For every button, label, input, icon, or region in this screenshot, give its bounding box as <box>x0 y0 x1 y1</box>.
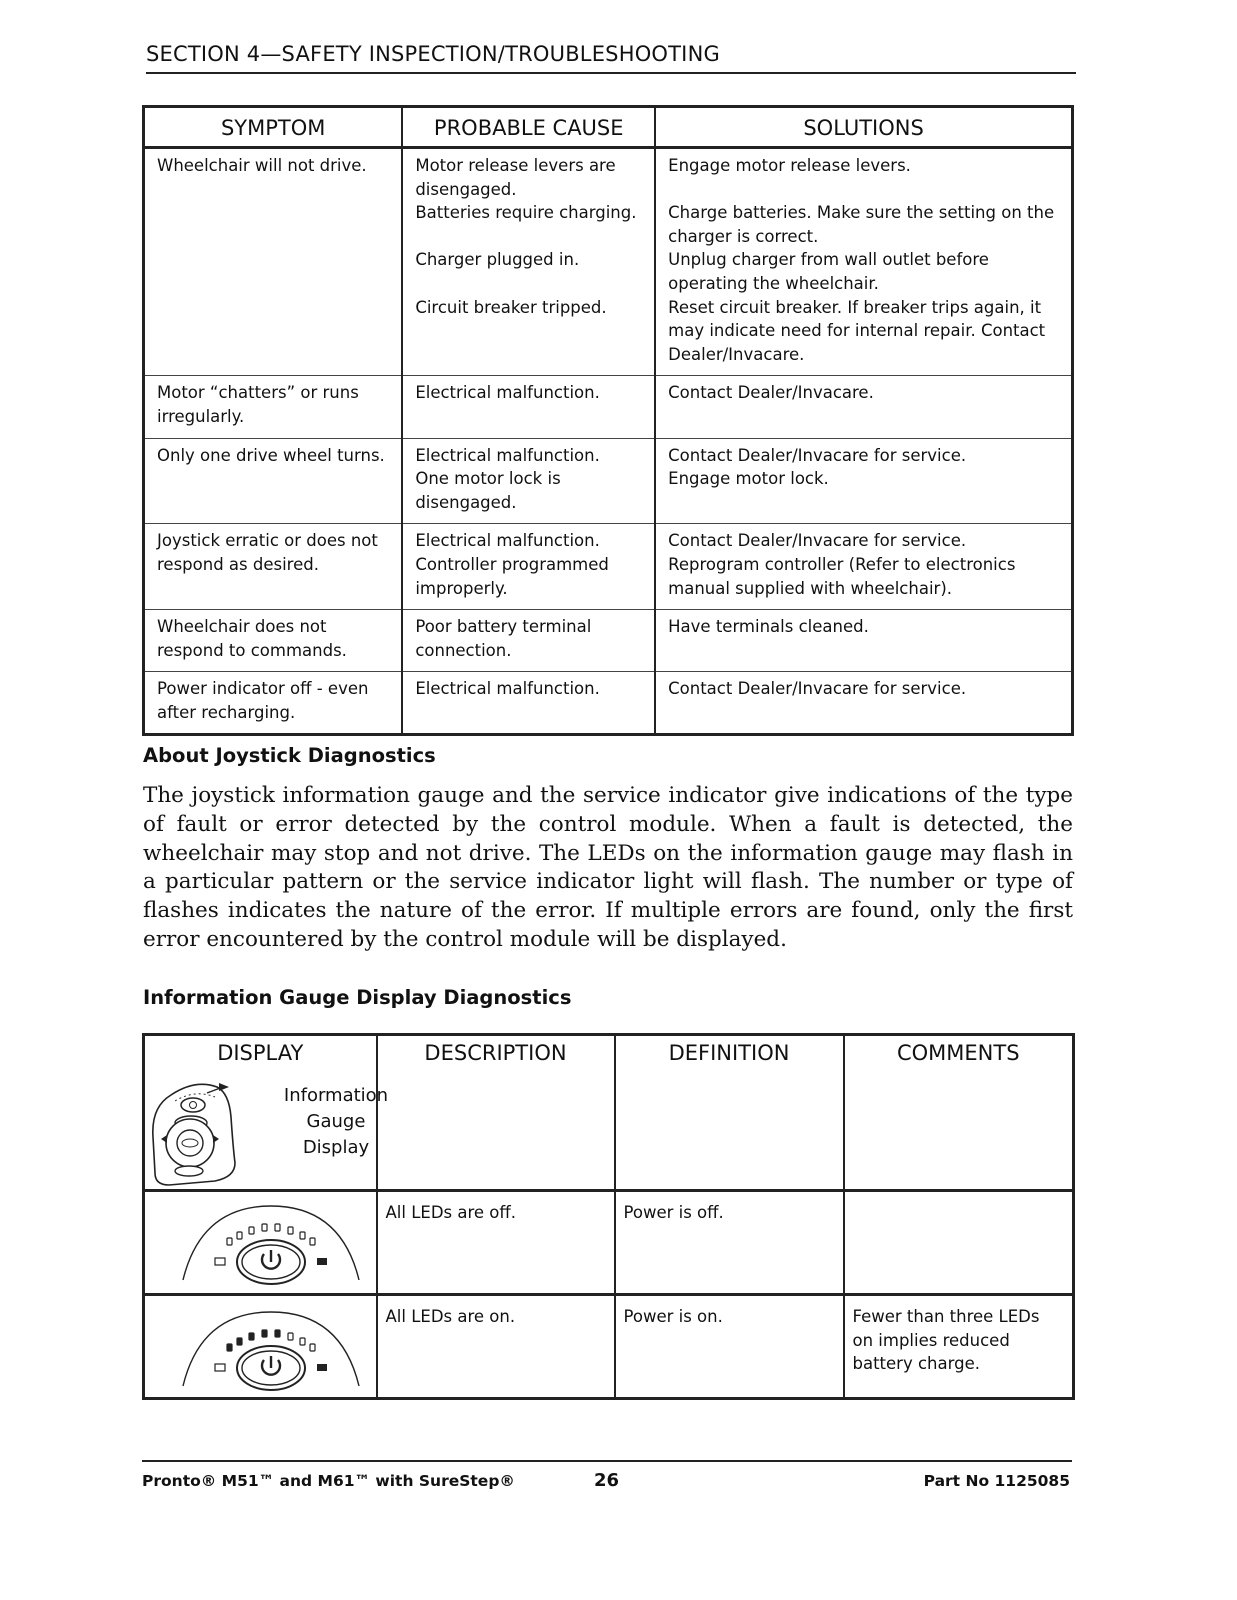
solution-line: Engage motor lock. <box>668 469 829 489</box>
footer-part-number: Part No 1125085 <box>923 1472 1070 1490</box>
symptom-cell: Joystick erratic or does not respond as desired. <box>144 524 403 610</box>
section-header: SECTION 4—SAFETY INSPECTION/TROUBLESHOOTING <box>146 42 1076 74</box>
solution-cell: Contact Dealer/Invacare. <box>655 376 1072 438</box>
gauge-diagnostics-heading: Information Gauge Display Diagnostics <box>143 986 572 1009</box>
cause-line: Electrical malfunction. <box>415 531 600 551</box>
solution-line: Reprogram controller (Refer to electronics manual supplied with wheelchair). <box>668 554 1016 598</box>
cause-line: Motor release levers are disengaged. <box>415 156 616 199</box>
cause-cell: Electrical malfunction. <box>402 672 655 735</box>
joystick-diagnostics-paragraph: The joystick information gauge and the service indicator give indications of the type of fault or error detected by the control module. When a fault is detected, the wheelchair may stop and not drive. The LEDs on the information gauge may flash in a particular pattern or the service indicator light will flash. The number or type of flashes indicates the nature of the error. If multiple errors are found, only the first error encountered by the control module will be displayed. <box>143 783 1073 952</box>
solution-cell: Contact Dealer/Invacare for service. <box>655 672 1072 735</box>
cause-line: Batteries require charging. <box>415 203 637 223</box>
header-symptom: SYMPTOM <box>144 107 403 148</box>
solution-cell <box>655 524 1072 610</box>
table-row <box>144 1295 1074 1399</box>
definition-cell: Power is off. <box>615 1191 844 1295</box>
comments-cell: Fewer than three LEDs on implies reduced battery charge. <box>844 1295 1074 1399</box>
cause-line: Charger plugged in. <box>415 250 580 270</box>
cause-line: Controller programmed improperly. <box>415 554 609 598</box>
gauge-leds-on-icon <box>171 1298 371 1394</box>
cause-line: One motor lock is disengaged. <box>415 469 561 512</box>
definition-cell: Power is on. <box>615 1295 844 1399</box>
description-cell: All LEDs are off. <box>377 1191 615 1295</box>
table-row <box>144 524 1073 610</box>
page-number: 26 <box>594 1470 620 1491</box>
diagnostics-header-row <box>144 1035 1074 1191</box>
symptom-cell: Motor “chatters” or runs irregularly. <box>144 376 403 438</box>
cause-line: Electrical malfunction. <box>415 445 600 465</box>
symptom-cell: Power indicator off - even after recharging. <box>144 672 403 735</box>
solution-line: Engage motor release levers. <box>668 156 911 175</box>
display-label-line: Information <box>283 1085 389 1106</box>
table-row <box>144 1191 1074 1295</box>
page-footer <box>142 1460 1072 1491</box>
display-header-cell <box>144 1035 389 1191</box>
symptom-cell: Only one drive wheel turns. <box>144 438 403 524</box>
solution-cell <box>655 438 1072 524</box>
solution-line: Contact Dealer/Invacare for service. <box>668 445 967 465</box>
header-description: DESCRIPTION <box>377 1035 615 1191</box>
header-comments: COMMENTS <box>844 1035 1074 1191</box>
cause-line: Circuit breaker tripped. <box>415 297 607 317</box>
cause-cell <box>402 438 655 524</box>
table-row <box>144 148 1073 376</box>
table-row <box>144 376 1073 438</box>
table-row <box>144 438 1073 524</box>
gauge-leds-off-icon <box>171 1192 371 1288</box>
table-row <box>144 672 1073 735</box>
cause-cell: Electrical malfunction. <box>402 376 655 438</box>
display-label <box>281 1083 391 1161</box>
symptom-cell: Wheelchair will not drive. <box>144 148 403 376</box>
header-definition: DEFINITION <box>615 1035 844 1191</box>
description-cell: All LEDs are on. <box>377 1295 615 1399</box>
solution-line: Contact Dealer/Invacare for service. <box>668 531 967 551</box>
solution-line: Unplug charger from wall outlet before operating the wheelchair. <box>668 250 989 293</box>
display-cell <box>144 1191 377 1295</box>
diagnostics-table <box>142 1033 1075 1400</box>
troubleshooting-header-row <box>144 107 1073 148</box>
table-row <box>144 610 1073 672</box>
solution-line: Charge batteries. Make sure the setting on the charger is correct. <box>668 203 1055 246</box>
display-label-line: Display <box>302 1137 370 1158</box>
joystick-diagnostics-heading: About Joystick Diagnostics <box>143 744 436 767</box>
cause-cell <box>402 524 655 610</box>
troubleshooting-table <box>142 105 1074 736</box>
display-cell <box>144 1295 377 1399</box>
comments-cell <box>844 1191 1074 1295</box>
header-display: DISPLAY <box>217 1041 304 1065</box>
footer-product: Pronto® M51™ and M61™ with SureStep® <box>142 1472 515 1490</box>
solution-cell <box>655 148 1072 376</box>
joystick-controller-icon <box>145 1077 275 1192</box>
cause-cell <box>402 148 655 376</box>
solution-cell: Have terminals cleaned. <box>655 610 1072 672</box>
solution-line: Reset circuit breaker. If breaker trips again, it may indicate need for internal repair. Contact Dealer/Invacare. <box>668 297 1046 364</box>
header-probable-cause: PROBABLE CAUSE <box>402 107 655 148</box>
cause-cell: Poor battery terminal connection. <box>402 610 655 672</box>
display-label-line: Gauge <box>306 1111 366 1132</box>
symptom-cell: Wheelchair does not respond to commands. <box>144 610 403 672</box>
header-solutions: SOLUTIONS <box>655 107 1072 148</box>
